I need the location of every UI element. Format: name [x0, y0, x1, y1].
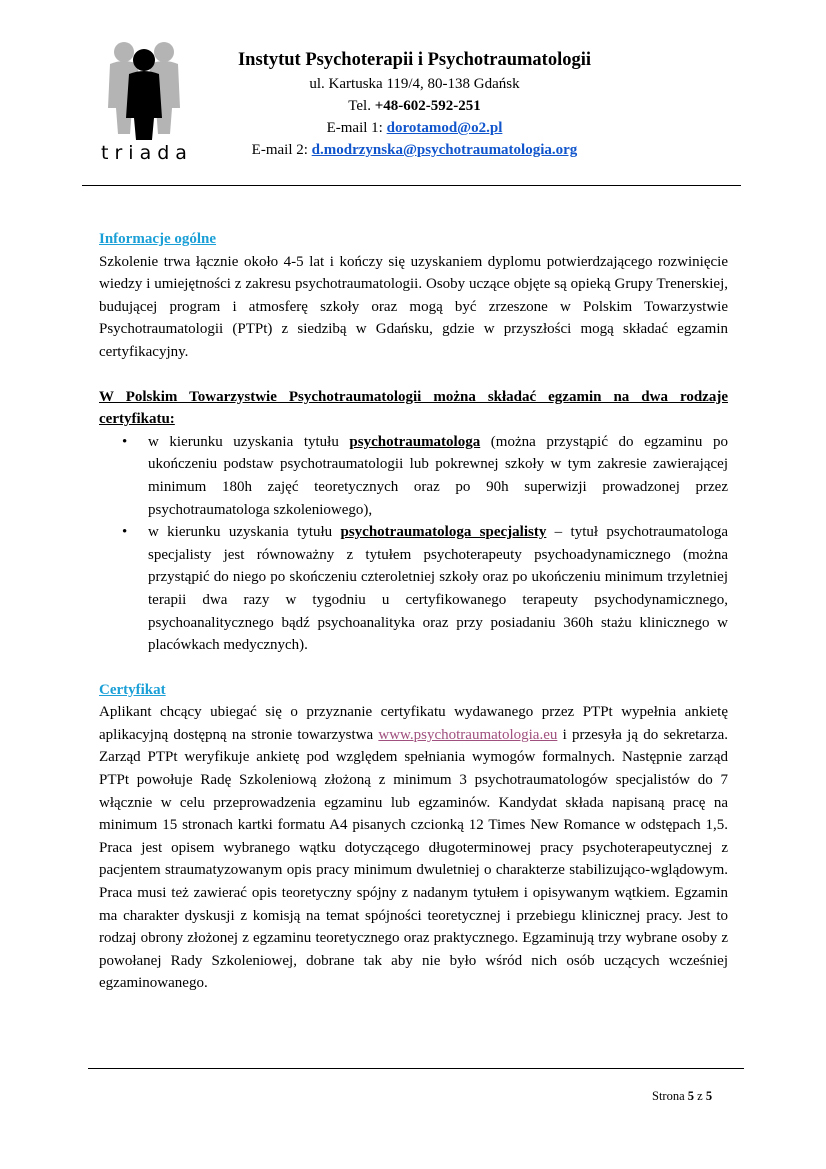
- institute-address: ul. Kartuska 119/4, 80-138 Gdańsk: [309, 76, 520, 92]
- page-separator: z: [694, 1089, 706, 1103]
- total-pages: 5: [705, 1089, 713, 1103]
- institute-email-2: [212, 139, 617, 161]
- footer-divider: [88, 1068, 744, 1069]
- institute-email-1: [212, 117, 617, 139]
- exam-types-heading: W Polskim Towarzystwie Psychotraumatologii można składać egzamin na dwa rodzaje certyfikatu:: [99, 388, 728, 428]
- bullet-icon: •: [122, 433, 128, 450]
- email-1-label: E-mail 1:: [326, 120, 387, 136]
- list-item-text: (można przystąpić do egzaminu po ukończeniu podstaw psychotraumatologii lub pokrewnej szkoły w tym zakresie zawierającej minimum 180h zajęć teoretycznych oraz po 90h superwizji prowadzonej przez psychotraumatologa szkoleniowego),: [148, 433, 728, 518]
- certificate-paragraph: [99, 701, 728, 995]
- institute-header: [212, 47, 617, 161]
- logo-text: triada: [101, 142, 193, 164]
- list-item: [99, 431, 728, 521]
- email-1-link[interactable]: dorotamod@o2.pl: [386, 120, 503, 136]
- ptpt-website-link[interactable]: www.psychotraumatologia.eu: [378, 726, 558, 743]
- email-2-label: E-mail 2:: [251, 142, 312, 158]
- list-item-text: – tytuł psychotraumatologa specjalisty jest równoważny z tytułem psychoterapeuty psychoadynamicznego (można przystąpić do niego po skończeniu czteroletniej szkoły oraz po ukończeniu minimum trzyletniej terapii dwa razy w tygodniu u certyfikowanego terapeuty psychodynamicznego, psychoanalitycznego bądź psychoanalityka oraz przy posiadaniu 360h stażu klinicznego w placówkach medycznych).: [148, 524, 728, 654]
- list-item-text: w kierunku uzyskania tytułu: [148, 433, 350, 450]
- page-label: Strona: [652, 1089, 688, 1103]
- bullet-icon: •: [122, 524, 128, 541]
- certificate-text: i przesyła ją do sekretarza. Zarząd PTPt weryfikuje ankietę pod względem spełniania wymogów formalnych. Następnie zarząd PTPt powołuje Radę Szkoleniową złożoną z minimum 3 psychotraumatologów specjalistów do 7 włącznie w celu przeprowadzenia egzaminu lub egzaminów. Kandydat składa napisaną pracę na minimum 15 stronach kartki formatu A4 pisanych czcionką 12 Times New Romance w odstępach 1,5. Praca jest opisem wybranego wątku dotyczącego długoterminowej pracy psychoterapeutycznej z pacjentem straumatyzowanym opis pracy minimum dwuletniej o charakterze stabilizująco-wglądowym. Praca musi też zawierać opis teoretyczny spójny z nadanym tytułem i opisywanym wątkiem. Egzamin ma charakter dyskusji z komisją na temat spójności teoretycznej i przebiegu klinicznej pracy. Jest to rodzaj obrony złożonej z egzaminu teoretycznego oraz praktycznego. Egzaminują trzy wybrane osoby z powołanej Rady Szkoleniowej, dobrane tak aby nie było wśród nich osób uczących wcześniej egzaminowanego.: [99, 726, 728, 992]
- page-content: [99, 228, 728, 995]
- current-page: 5: [687, 1089, 695, 1103]
- section-title-certificate: Certyfikat: [99, 681, 166, 698]
- email-2-link[interactable]: d.modrzynska@psychotraumatologia.org: [311, 142, 578, 158]
- header-divider: [82, 185, 741, 186]
- institute-phone: [212, 95, 617, 117]
- phone-number: +48-602-592-251: [374, 98, 481, 114]
- section-title-general: Informacje ogólne: [99, 231, 217, 247]
- phone-label: Tel.: [348, 98, 375, 114]
- logo: [92, 38, 202, 166]
- logo-figures-icon: [92, 38, 202, 142]
- page-number: [652, 1089, 712, 1104]
- list-item-text: w kierunku uzyskania tytułu: [148, 524, 341, 541]
- institute-name: Instytut Psychoterapii i Psychotraumatologii: [237, 50, 592, 70]
- certificate-text: Aplikant chcący ubiegać się o przyznanie certyfikatu wydawanego przez PTPt wypełnia ankietę aplikacyjną dostępną na stronie towarzystwa: [99, 704, 728, 743]
- list-item: [99, 521, 728, 657]
- general-paragraph: Szkolenie trwa łącznie około 4-5 lat i kończy się uzyskaniem dyplomu potwierdzającego rozwinięcie wiedzy i umiejętności z zakresu psychotraumatologii. Osoby uczące objęte są opieką Grupy Trenerskiej, budującej program i atmosferę szkoły oraz mogą być zrzeszone w Polskim Towarzystwie Psychotraumatologii (PTPt) z siedzibą w Gdańsku, gdzie w przyszłości mogą składać egzamin certyfikacyjny.: [99, 253, 728, 360]
- list-item-title: psychotraumatologa specjalisty: [340, 524, 547, 541]
- exam-types-list: [99, 431, 728, 657]
- list-item-title: psychotraumatologa: [349, 433, 481, 450]
